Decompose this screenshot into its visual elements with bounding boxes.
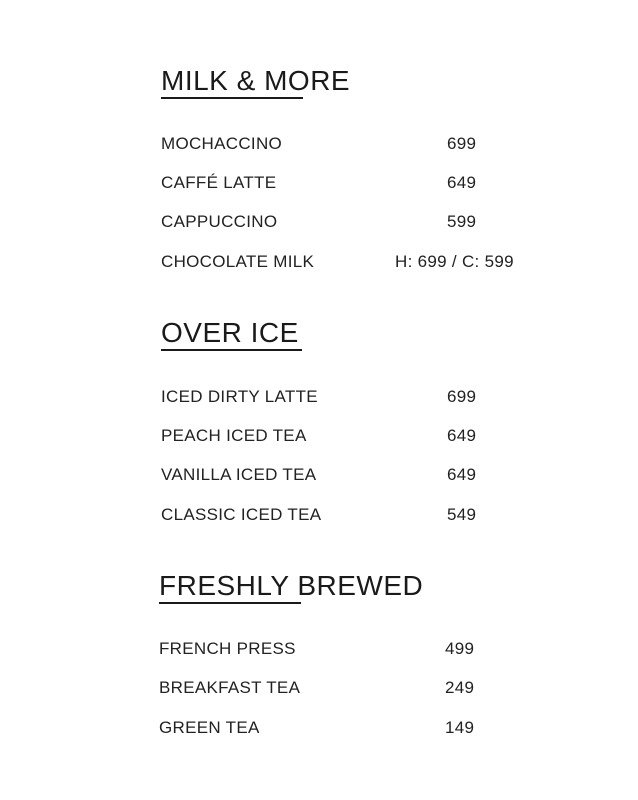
menu-item-price: 649	[447, 465, 477, 484]
menu-item-name: PEACH ICED TEA	[161, 426, 307, 445]
section-title-underline	[161, 97, 303, 99]
menu-item-name: FRENCH PRESS	[159, 639, 296, 658]
menu-item	[0, 717, 638, 739]
menu-item-name: CLASSIC ICED TEA	[161, 505, 322, 524]
menu-item-name: CHOCOLATE MILK	[161, 252, 315, 271]
menu-item	[0, 677, 638, 699]
menu-item	[0, 386, 638, 408]
menu-item-price: 699	[447, 134, 477, 153]
menu-item-name: BREAKFAST TEA	[159, 678, 301, 697]
menu-item-price: 649	[447, 426, 477, 445]
menu-item	[0, 504, 638, 526]
menu-item-price: 549	[447, 505, 477, 524]
section-title-underline	[159, 602, 301, 604]
menu-item	[0, 425, 638, 447]
menu-item	[0, 211, 638, 233]
menu-item-name: GREEN TEA	[159, 718, 260, 737]
menu-item-name: VANILLA ICED TEA	[161, 465, 317, 484]
menu-item	[0, 251, 638, 273]
section-title: OVER ICE	[161, 317, 299, 348]
menu-item	[0, 133, 638, 155]
menu-item-price: 699	[447, 387, 477, 406]
menu-item-price: 149	[445, 718, 475, 737]
section-title: FRESHLY BREWED	[159, 570, 424, 601]
menu-item-price: 499	[445, 639, 475, 658]
menu-item-price: H: 699 / C: 599	[395, 252, 514, 271]
menu-item	[0, 172, 638, 194]
menu-item-name: CAFFÉ LATTE	[161, 173, 277, 192]
menu-item-price: 249	[445, 678, 475, 697]
menu-item	[0, 464, 638, 486]
section-title: MILK & MORE	[161, 65, 351, 96]
menu-item-price: 599	[447, 212, 477, 231]
menu-item-name: ICED DIRTY LATTE	[161, 387, 318, 406]
menu-item-price: 649	[447, 173, 477, 192]
section-title-underline	[161, 349, 302, 351]
menu-item	[0, 638, 638, 660]
menu-item-name: MOCHACCINO	[161, 134, 283, 153]
menu-item-name: CAPPUCCINO	[161, 212, 278, 231]
